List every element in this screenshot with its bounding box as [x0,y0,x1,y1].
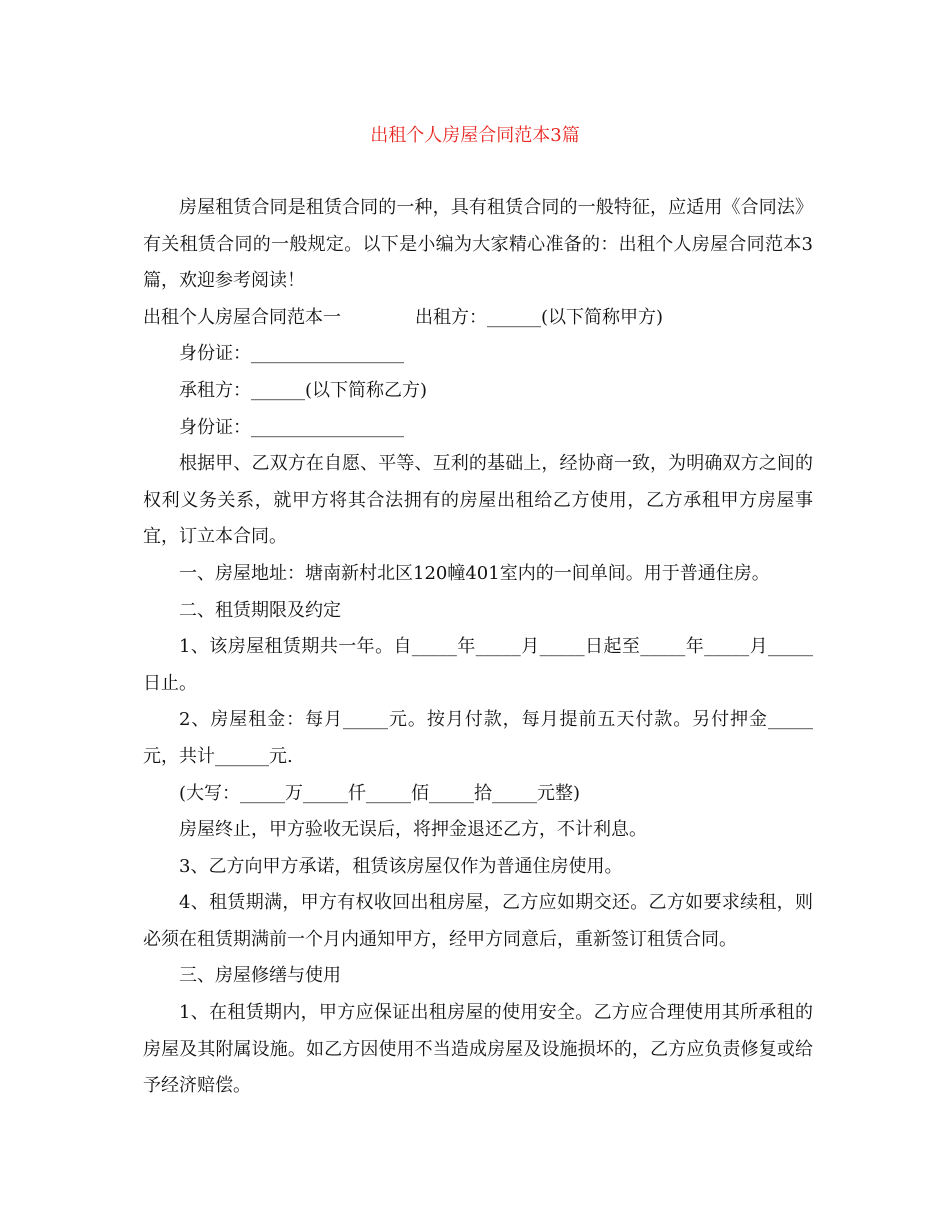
repair-item-1: 1、在租赁期内，甲方应保证出租房屋的使用安全。乙方应合理使用其所承租的房屋及其附属设施。如乙方因使用不当造成房屋及设施损坏的，乙方应负责修复或给予经济赔偿。 [143,1002,813,1097]
term-item-4: 4、租赁期满，甲方有权收回出租房屋，乙方应如期交还。乙方如要求续租，则必须在租赁期满前一个月内通知甲方，经甲方同意后，重新签订租赁合同。 [143,892,813,950]
section-term-heading: 二、租赁期限及约定 [179,599,341,621]
section-address: 一、房屋地址：塘南新村北区120幢401室内的一间单间。用于普通住房。 [179,562,770,584]
contract-heading: 出租个人房屋合同范本一 [143,306,341,328]
term-item-1: 1、该房屋租赁期共一年。自_____年_____月_____日起至_____年_____月_____日止。 [143,636,813,694]
deposit-paragraph: 房屋终止，甲方验收无误后，将押金退还乙方，不计利息。 [179,819,647,841]
lessor-id-field: 身份证：_________________ [179,343,404,365]
intro-paragraph: 房屋租赁合同是租赁合同的一种，具有租赁合同的一般特征，应适用《合同法》有关租赁合同的一般规定。以下是小编为大家精心准备的：出租个人房屋合同范本3篇，欢迎参考阅读！ [143,197,813,292]
section-repair-heading: 三、房屋修缮与使用 [179,965,341,987]
lessee-id-field: 身份证：_________________ [179,416,404,438]
lessee-field: 承租方：______(以下简称乙方) [179,379,428,401]
basis-paragraph: 根据甲、乙双方在自愿、平等、互利的基础上，经协商一致，为明确双方之间的权利义务关系，就甲方将其合法拥有的房屋出租给乙方使用，乙方承租甲方房屋事宜，订立本合同。 [143,453,813,548]
lessor-field: 出租方：______(以下简称甲方) [415,306,664,328]
capital-amount: (大写：_____万_____仟_____佰_____拾_____元整) [179,782,581,804]
contract-heading-line [143,300,813,337]
term-item-2: 2、房屋租金：每月_____元。按月付款，每月提前五天付款。另付押金_____元，共计______元. [143,709,813,767]
document-title: 出租个人房屋合同范本3篇 [370,125,580,146]
term-item-3: 3、乙方向甲方承诺，租赁该房屋仅作为普通住房使用。 [179,855,623,877]
document-body [143,190,813,1105]
